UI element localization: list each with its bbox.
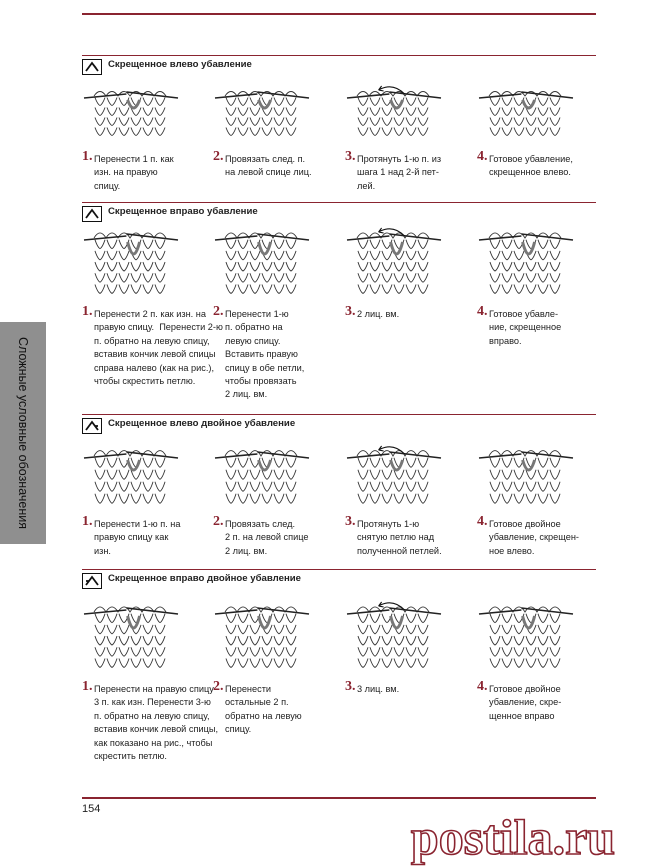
stitch-illustration xyxy=(213,222,331,300)
step-caption xyxy=(82,149,200,199)
step-caption xyxy=(345,679,463,767)
step-text: Протянуть 1-ю п. из шага 1 над 2-й пет- лей. xyxy=(357,154,442,191)
double-left-slant-symbol-icon xyxy=(82,418,102,434)
watermark-text: postila.ru xyxy=(410,809,616,865)
step-number: 3. xyxy=(345,149,356,164)
stitch-illustration xyxy=(82,440,200,510)
side-tab-label: Сложные условные обозначения xyxy=(16,337,30,529)
step-text: Готовое убавление, скрещенное влево. xyxy=(489,154,573,178)
section-divider xyxy=(82,55,596,56)
step-text: Перенести 1-ю п. на правую спицу как изн. xyxy=(94,519,181,556)
step-1-4 xyxy=(477,80,595,199)
step-text: Провязать след. п. на левой спице лиц. xyxy=(225,154,312,178)
step-1-1 xyxy=(82,80,200,199)
step-caption xyxy=(213,149,331,199)
step-caption xyxy=(345,149,463,199)
stitch-illustration xyxy=(345,222,463,300)
step-text: Готовое убавле- ние, скрещенное вправо. xyxy=(489,309,562,346)
step-2-1 xyxy=(82,222,223,404)
section-header xyxy=(82,572,596,590)
stitch-illustration xyxy=(345,440,463,510)
step-number: 1. xyxy=(82,679,93,694)
stitch-illustration xyxy=(82,222,200,300)
section-title: Скрещенное влево убавление xyxy=(108,59,252,70)
step-4-2 xyxy=(213,596,331,767)
section-header xyxy=(82,205,596,223)
section-divider xyxy=(82,202,596,203)
stitch-illustration xyxy=(82,596,200,674)
step-caption xyxy=(477,149,595,199)
step-caption xyxy=(345,514,463,562)
step-number: 1. xyxy=(82,514,93,529)
stitch-illustration xyxy=(213,596,331,674)
step-caption xyxy=(477,679,595,767)
step-3-3 xyxy=(345,440,463,562)
stitch-illustration xyxy=(477,596,595,674)
step-2-4 xyxy=(477,222,595,404)
step-text: Перенести на правую спицу 3 п. как изн. Перенести 3-ю п. обратно на левую спицу, вставив кончик левой спицы, как показано на рис., чтобы скрестить петлю. xyxy=(94,684,218,762)
step-number: 4. xyxy=(477,514,488,529)
step-text: Готовое двойное убавление, скрещен- ное влево. xyxy=(489,519,579,556)
bottom-rule xyxy=(82,797,596,799)
section-title: Скрещенное вправо двойное убавление xyxy=(108,573,301,584)
step-number: 3. xyxy=(345,679,356,694)
step-number: 1. xyxy=(82,149,93,164)
right-slant-symbol-icon xyxy=(82,206,102,222)
step-number: 2. xyxy=(213,149,224,164)
side-tab xyxy=(0,322,46,544)
section-header xyxy=(82,417,596,435)
step-number: 2. xyxy=(213,304,224,319)
step-number: 3. xyxy=(345,514,356,529)
section-header xyxy=(82,58,596,76)
step-3-2 xyxy=(213,440,331,562)
stitch-illustration xyxy=(477,80,595,142)
step-caption xyxy=(82,514,200,562)
step-3-4 xyxy=(477,440,595,562)
page-number: 154 xyxy=(82,803,101,815)
step-4-4 xyxy=(477,596,595,767)
step-caption xyxy=(213,304,331,404)
watermark xyxy=(366,808,660,867)
step-4-1 xyxy=(82,596,218,767)
stitch-illustration xyxy=(477,222,595,300)
step-text: 3 лиц. вм. xyxy=(357,684,400,694)
stitch-illustration xyxy=(345,596,463,674)
step-caption xyxy=(213,514,331,562)
step-2-2 xyxy=(213,222,331,404)
stitch-illustration xyxy=(477,440,595,510)
step-1-2 xyxy=(213,80,331,199)
stitch-illustration xyxy=(213,80,331,142)
section-divider xyxy=(82,414,596,415)
section-title: Скрещенное влево двойное убавление xyxy=(108,418,296,429)
step-text: 2 лиц. вм. xyxy=(357,309,400,319)
step-text: Провязать след. 2 п. на левой спице 2 лиц. вм. xyxy=(225,519,309,556)
step-number: 4. xyxy=(477,679,488,694)
step-caption xyxy=(213,679,331,767)
step-text: Готовое двойное убавление, скре- щенное вправо xyxy=(489,684,562,721)
step-text: Перенести 1-ю п. обратно на левую спицу. Вставить правую спицу в обе петли, чтобы провязать 2 лиц. вм. xyxy=(225,309,305,400)
section-divider xyxy=(82,569,596,570)
step-number: 2. xyxy=(213,514,224,529)
step-number: 2. xyxy=(213,679,224,694)
section-title: Скрещенное вправо убавление xyxy=(108,206,258,217)
step-text: Перенести остальные 2 п. обратно на левую спицу. xyxy=(225,684,302,735)
step-3-1 xyxy=(82,440,200,562)
step-caption xyxy=(345,304,463,404)
stitch-illustration xyxy=(345,80,463,142)
step-caption xyxy=(477,304,595,404)
step-text: Перенести 2 п. как изн. на правую спицу. Перенести 2-ю п. обратно на левую спицу, вставив кончик левой спицы справа налево (как на рис.), чтобы скрестить петлю. xyxy=(94,309,223,387)
step-1-3 xyxy=(345,80,463,199)
step-number: 3. xyxy=(345,304,356,319)
stitch-illustration xyxy=(82,80,200,142)
step-caption xyxy=(477,514,595,562)
double-right-slant-symbol-icon xyxy=(82,573,102,589)
step-text: Перенести 1 п. как изн. на правую спицу. xyxy=(94,154,174,191)
step-text: Протянуть 1-ю снятую петлю над полученной петлей. xyxy=(357,519,442,556)
stitch-illustration xyxy=(213,440,331,510)
step-number: 4. xyxy=(477,304,488,319)
step-number: 4. xyxy=(477,149,488,164)
step-4-3 xyxy=(345,596,463,767)
step-number: 1. xyxy=(82,304,93,319)
top-rule xyxy=(82,13,596,15)
step-2-3 xyxy=(345,222,463,404)
left-slant-symbol-icon xyxy=(82,59,102,75)
